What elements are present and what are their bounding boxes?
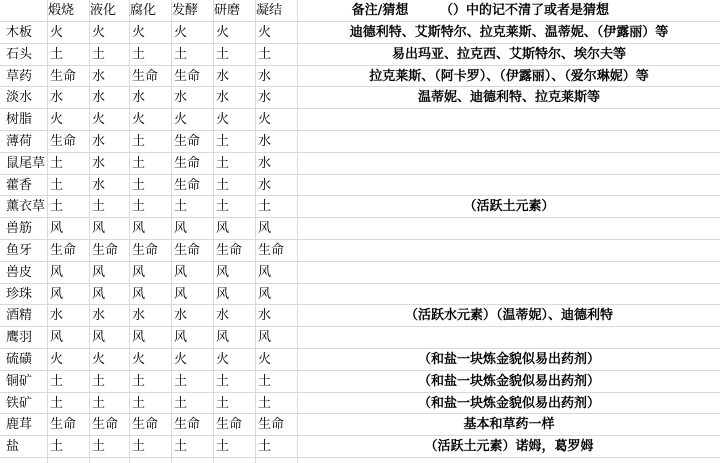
row-element-cell[interactable]: 土 <box>50 396 64 411</box>
row-element-cell[interactable]: 水 <box>258 178 272 193</box>
note-header-title[interactable]: 备注/猜想 <box>351 3 409 18</box>
row-element-cell[interactable]: 火 <box>174 352 188 367</box>
row-element-cell[interactable]: 风 <box>216 330 230 345</box>
row-element-cell[interactable]: 生命 <box>132 243 159 258</box>
row-element-cell[interactable]: 水 <box>132 308 146 323</box>
row-element-cell[interactable]: 土 <box>92 439 106 454</box>
row-note-cell[interactable] <box>300 131 718 152</box>
header-col-5[interactable]: 研磨 <box>214 3 241 18</box>
row-element-cell[interactable]: 土 <box>174 396 188 411</box>
row-element-cell[interactable]: 土 <box>132 134 146 149</box>
row-element-cell[interactable]: 土 <box>92 374 106 389</box>
row-element-cell[interactable]: 水 <box>174 90 188 105</box>
row-element-cell[interactable]: 风 <box>216 221 230 236</box>
row-element-cell[interactable]: 火 <box>258 112 272 127</box>
row-element-cell[interactable]: 土 <box>216 439 230 454</box>
header-col-3[interactable]: 腐化 <box>130 3 157 18</box>
row-element-cell[interactable]: 风 <box>258 265 272 280</box>
row-element-cell[interactable]: 生命 <box>174 243 201 258</box>
row-element-cell[interactable]: 风 <box>174 221 188 236</box>
row-element-cell[interactable]: 火 <box>216 352 230 367</box>
row-element-cell[interactable]: 火 <box>216 25 230 40</box>
row-element-cell[interactable]: 土 <box>50 439 64 454</box>
row-element-cell[interactable]: 火 <box>258 25 272 40</box>
row-element-cell[interactable]: 土 <box>216 47 230 62</box>
row-element-cell[interactable]: 土 <box>258 199 272 214</box>
row-element-cell[interactable]: 火 <box>50 25 64 40</box>
grid-vline <box>171 0 172 463</box>
grid-vline <box>297 0 298 463</box>
row-material-name[interactable]: 铜矿 <box>6 374 33 389</box>
row-element-cell[interactable]: 风 <box>174 287 188 302</box>
row-element-cell[interactable]: 水 <box>258 308 272 323</box>
row-note-cell[interactable]: （活跃水元素）（温蒂妮）、迪德利特 <box>404 308 613 323</box>
row-element-cell[interactable]: 水 <box>50 90 64 105</box>
row-element-cell[interactable]: 生命 <box>174 178 201 193</box>
row-element-cell[interactable]: 风 <box>258 330 272 345</box>
row-element-cell[interactable]: 生命 <box>50 417 77 432</box>
row-element-cell[interactable]: 生命 <box>50 69 77 84</box>
row-material-name[interactable]: 珍珠 <box>6 287 33 302</box>
row-element-cell[interactable]: 土 <box>216 396 230 411</box>
row-material-name[interactable]: 兽筋 <box>6 221 33 236</box>
row-element-cell[interactable]: 土 <box>92 396 106 411</box>
header-col-2[interactable]: 液化 <box>90 3 117 18</box>
row-material-name[interactable]: 盐 <box>6 439 20 454</box>
row-element-cell[interactable]: 火 <box>50 352 64 367</box>
row-element-cell[interactable]: 风 <box>50 330 64 345</box>
row-note-cell[interactable] <box>300 175 718 196</box>
header-col-6[interactable]: 凝结 <box>256 3 283 18</box>
row-element-cell[interactable]: 土 <box>50 156 64 171</box>
row-element-cell[interactable]: 火 <box>174 112 188 127</box>
row-note-cell[interactable]: （和盐一块炼金貌似易出药剂） <box>417 374 600 389</box>
row-element-cell[interactable]: 生命 <box>50 134 77 149</box>
row-element-cell[interactable]: 土 <box>174 374 188 389</box>
row-material-name[interactable]: 鱼牙 <box>6 243 33 258</box>
row-element-cell[interactable]: 生命 <box>132 69 159 84</box>
header-col-1[interactable]: 煅烧 <box>48 3 75 18</box>
row-element-cell[interactable]: 风 <box>92 330 106 345</box>
grid-vline <box>89 0 90 463</box>
row-element-cell[interactable]: 风 <box>50 265 64 280</box>
row-element-cell[interactable]: 火 <box>92 112 106 127</box>
row-element-cell[interactable]: 土 <box>258 439 272 454</box>
row-note-cell[interactable]: （活跃土元素）诺姆，葛罗姆 <box>424 439 594 454</box>
row-note-cell[interactable]: 温蒂妮、迪德利特、拉克莱斯等 <box>417 90 600 105</box>
row-element-cell[interactable]: 土 <box>216 374 230 389</box>
row-note-cell[interactable] <box>300 262 718 283</box>
row-element-cell[interactable]: 风 <box>50 221 64 236</box>
row-element-cell[interactable]: 风 <box>92 265 106 280</box>
row-material-name[interactable]: 树脂 <box>6 112 33 127</box>
row-material-name[interactable]: 薄荷 <box>6 134 33 149</box>
row-element-cell[interactable]: 水 <box>258 134 272 149</box>
row-element-cell[interactable]: 土 <box>50 374 64 389</box>
row-note-cell[interactable] <box>300 109 718 130</box>
row-element-cell[interactable]: 土 <box>216 134 230 149</box>
row-note-cell[interactable] <box>300 218 718 239</box>
row-element-cell[interactable]: 土 <box>50 199 64 214</box>
row-element-cell[interactable]: 火 <box>132 25 146 40</box>
row-element-cell[interactable]: 风 <box>174 265 188 280</box>
row-element-cell[interactable]: 水 <box>92 156 106 171</box>
row-element-cell[interactable]: 风 <box>132 330 146 345</box>
corner-cell[interactable] <box>0 0 46 21</box>
row-material-name[interactable]: 木板 <box>6 25 33 40</box>
row-element-cell[interactable]: 土 <box>50 178 64 193</box>
row-note-cell[interactable]: 迪德利特、艾斯特尔、拉克莱斯、温蒂妮、（伊露丽）等 <box>349 25 669 40</box>
row-element-cell[interactable]: 生命 <box>174 134 201 149</box>
row-element-cell[interactable]: 风 <box>50 287 64 302</box>
row-material-name[interactable]: 鹰羽 <box>6 330 33 345</box>
note-header-hint: （）中的记不清了或者是猜想 <box>440 3 610 18</box>
row-element-cell[interactable]: 生命 <box>174 417 201 432</box>
row-element-cell[interactable]: 土 <box>92 199 106 214</box>
row-element-cell[interactable]: 土 <box>216 199 230 214</box>
row-element-cell[interactable]: 水 <box>216 90 230 105</box>
row-note-cell[interactable] <box>300 240 718 261</box>
row-material-name[interactable]: 铁矿 <box>6 396 33 411</box>
row-element-cell[interactable]: 生命 <box>132 417 159 432</box>
row-element-cell[interactable]: 水 <box>92 178 106 193</box>
row-material-name[interactable]: 石头 <box>6 47 33 62</box>
row-element-cell[interactable]: 生命 <box>258 243 285 258</box>
grid-hline <box>0 457 720 458</box>
header-col-4[interactable]: 发酵 <box>172 3 199 18</box>
row-element-cell[interactable]: 土 <box>132 439 146 454</box>
row-material-name[interactable]: 藿香 <box>6 178 33 193</box>
row-element-cell[interactable]: 火 <box>174 25 188 40</box>
row-element-cell[interactable]: 水 <box>258 69 272 84</box>
row-element-cell[interactable]: 土 <box>132 396 146 411</box>
row-element-cell[interactable]: 风 <box>216 287 230 302</box>
row-element-cell[interactable]: 水 <box>92 69 106 84</box>
row-element-cell[interactable]: 风 <box>92 287 106 302</box>
row-element-cell[interactable]: 水 <box>258 156 272 171</box>
row-element-cell[interactable]: 土 <box>216 156 230 171</box>
row-element-cell[interactable]: 生命 <box>216 417 243 432</box>
row-element-cell[interactable]: 土 <box>174 199 188 214</box>
row-element-cell[interactable]: 风 <box>132 265 146 280</box>
row-element-cell[interactable]: 生命 <box>92 243 119 258</box>
row-element-cell[interactable]: 生命 <box>174 156 201 171</box>
row-element-cell[interactable]: 火 <box>50 112 64 127</box>
row-material-name[interactable]: 薰衣草 <box>6 199 46 214</box>
row-material-name[interactable]: 鹿茸 <box>6 417 33 432</box>
row-element-cell[interactable]: 土 <box>50 47 64 62</box>
row-element-cell[interactable]: 水 <box>132 90 146 105</box>
grid-vline <box>213 0 214 463</box>
row-element-cell[interactable]: 火 <box>216 112 230 127</box>
row-note-cell[interactable]: （活跃土元素） <box>463 199 555 214</box>
row-material-name[interactable]: 硫磺 <box>6 352 33 367</box>
row-element-cell[interactable]: 火 <box>258 352 272 367</box>
row-material-name[interactable]: 鼠尾草 <box>6 156 46 171</box>
row-element-cell[interactable]: 生命 <box>258 417 285 432</box>
row-element-cell[interactable]: 水 <box>216 69 230 84</box>
row-element-cell[interactable]: 土 <box>92 47 106 62</box>
row-element-cell[interactable]: 火 <box>132 352 146 367</box>
row-element-cell[interactable]: 土 <box>258 47 272 62</box>
row-element-cell[interactable]: 火 <box>92 352 106 367</box>
row-element-cell[interactable]: 风 <box>174 330 188 345</box>
row-element-cell[interactable]: 土 <box>132 178 146 193</box>
row-element-cell[interactable]: 土 <box>216 178 230 193</box>
row-element-cell[interactable]: 土 <box>258 396 272 411</box>
row-note-cell[interactable]: （和盐一块炼金貌似易出药剂） <box>417 396 600 411</box>
row-material-name[interactable]: 草药 <box>6 69 33 84</box>
row-element-cell[interactable]: 水 <box>92 308 106 323</box>
row-note-cell[interactable]: 基本和草药一样 <box>463 417 555 432</box>
row-element-cell[interactable]: 风 <box>216 265 230 280</box>
row-element-cell[interactable]: 土 <box>132 47 146 62</box>
row-element-cell[interactable]: 风 <box>132 221 146 236</box>
row-element-cell[interactable]: 风 <box>258 287 272 302</box>
row-element-cell[interactable]: 水 <box>50 308 64 323</box>
row-note-cell[interactable] <box>300 327 718 348</box>
row-note-cell[interactable]: （和盐一块炼金貌似易出药剂） <box>417 352 600 367</box>
row-element-cell[interactable]: 水 <box>92 134 106 149</box>
grid-vline <box>47 0 48 463</box>
row-element-cell[interactable]: 风 <box>258 221 272 236</box>
row-note-cell[interactable]: 易出玛亚、拉克西、艾斯特尔、埃尔夫等 <box>391 47 626 62</box>
grid-vline <box>129 0 130 463</box>
row-element-cell[interactable]: 水 <box>258 90 272 105</box>
row-element-cell[interactable]: 土 <box>132 156 146 171</box>
grid-vline <box>255 0 256 463</box>
row-material-name[interactable]: 兽皮 <box>6 265 33 280</box>
row-element-cell[interactable]: 生命 <box>174 69 201 84</box>
row-element-cell[interactable]: 土 <box>174 47 188 62</box>
row-element-cell[interactable]: 土 <box>132 199 146 214</box>
row-element-cell[interactable]: 土 <box>174 439 188 454</box>
row-element-cell[interactable]: 水 <box>174 308 188 323</box>
row-material-name[interactable]: 酒精 <box>6 308 33 323</box>
row-element-cell[interactable]: 生命 <box>216 243 243 258</box>
row-element-cell[interactable]: 火 <box>92 25 106 40</box>
row-element-cell[interactable]: 生命 <box>92 417 119 432</box>
row-element-cell[interactable]: 风 <box>92 221 106 236</box>
row-element-cell[interactable]: 火 <box>132 112 146 127</box>
row-note-cell[interactable] <box>300 153 718 174</box>
row-element-cell[interactable]: 土 <box>132 374 146 389</box>
row-element-cell[interactable]: 土 <box>258 374 272 389</box>
row-element-cell[interactable]: 风 <box>132 287 146 302</box>
row-material-name[interactable]: 淡水 <box>6 90 33 105</box>
row-element-cell[interactable]: 水 <box>216 308 230 323</box>
row-element-cell[interactable]: 水 <box>92 90 106 105</box>
row-note-cell[interactable] <box>300 284 718 305</box>
row-element-cell[interactable]: 生命 <box>50 243 77 258</box>
row-note-cell[interactable]: 拉克莱斯、（阿卡罗）、（伊露丽）、（爱尔琳妮）等 <box>369 69 649 84</box>
